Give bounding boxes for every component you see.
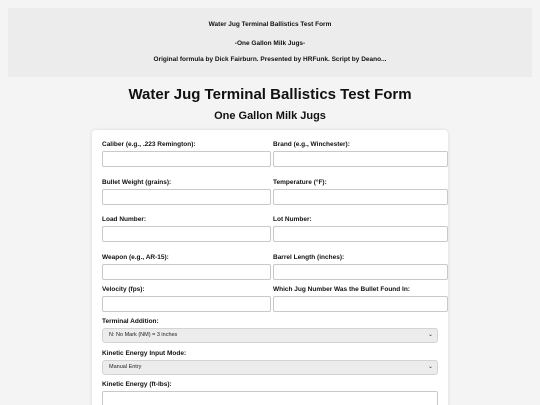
banner-subtitle: -One Gallon Milk Jugs- [234, 40, 306, 47]
caliber-input[interactable] [102, 151, 271, 167]
brand-input[interactable] [273, 151, 448, 167]
ke-mode-select[interactable] [102, 360, 438, 375]
load-number-input[interactable] [102, 226, 271, 242]
ke-mode-label: Kinetic Energy Input Mode: [102, 350, 187, 357]
weapon-input[interactable] [102, 264, 271, 280]
kinetic-energy-input[interactable] [102, 391, 438, 405]
barrel-length-label: Barrel Length (inches): [273, 254, 345, 261]
chevron-down-icon: ⌄ [427, 364, 433, 370]
terminal-addition-value: N: No Mark (NM) = 3 inches [109, 332, 178, 338]
bullet-weight-label: Bullet Weight (grains): [102, 179, 172, 186]
chevron-down-icon: ⌄ [427, 332, 433, 338]
terminal-addition-label: Terminal Addition: [102, 318, 159, 325]
bullet-weight-input[interactable] [102, 189, 271, 205]
barrel-length-input[interactable] [273, 264, 448, 280]
velocity-input[interactable] [102, 296, 271, 312]
temperature-label: Temperature (°F): [273, 179, 327, 186]
jug-number-label: Which Jug Number Was the Bullet Found In: [273, 286, 410, 293]
terminal-addition-select[interactable] [102, 328, 438, 343]
page-subtitle: One Gallon Milk Jugs [214, 110, 326, 122]
brand-label: Brand (e.g., Winchester): [273, 141, 350, 148]
lot-number-label: Lot Number: [273, 216, 312, 223]
kinetic-energy-label: Kinetic Energy (ft-lbs): [102, 381, 172, 388]
banner-title: Water Jug Terminal Ballistics Test Form [208, 21, 332, 28]
caliber-label: Caliber (e.g., .223 Remington): [102, 141, 196, 148]
weapon-label: Weapon (e.g., AR-15): [102, 254, 169, 261]
ke-mode-value: Manual Entry [109, 364, 142, 370]
banner-credits: Original formula by Dick Fairburn. Presented by HRFunk. Script by Deano... [153, 56, 387, 63]
lot-number-input[interactable] [273, 226, 448, 242]
load-number-label: Load Number: [102, 216, 147, 223]
velocity-label: Velocity (fps): [102, 286, 145, 293]
jug-number-input[interactable] [273, 296, 448, 312]
header-banner [8, 8, 532, 77]
temperature-input[interactable] [273, 189, 448, 205]
page-title: Water Jug Terminal Ballistics Test Form [128, 86, 412, 103]
test-form [92, 130, 448, 405]
